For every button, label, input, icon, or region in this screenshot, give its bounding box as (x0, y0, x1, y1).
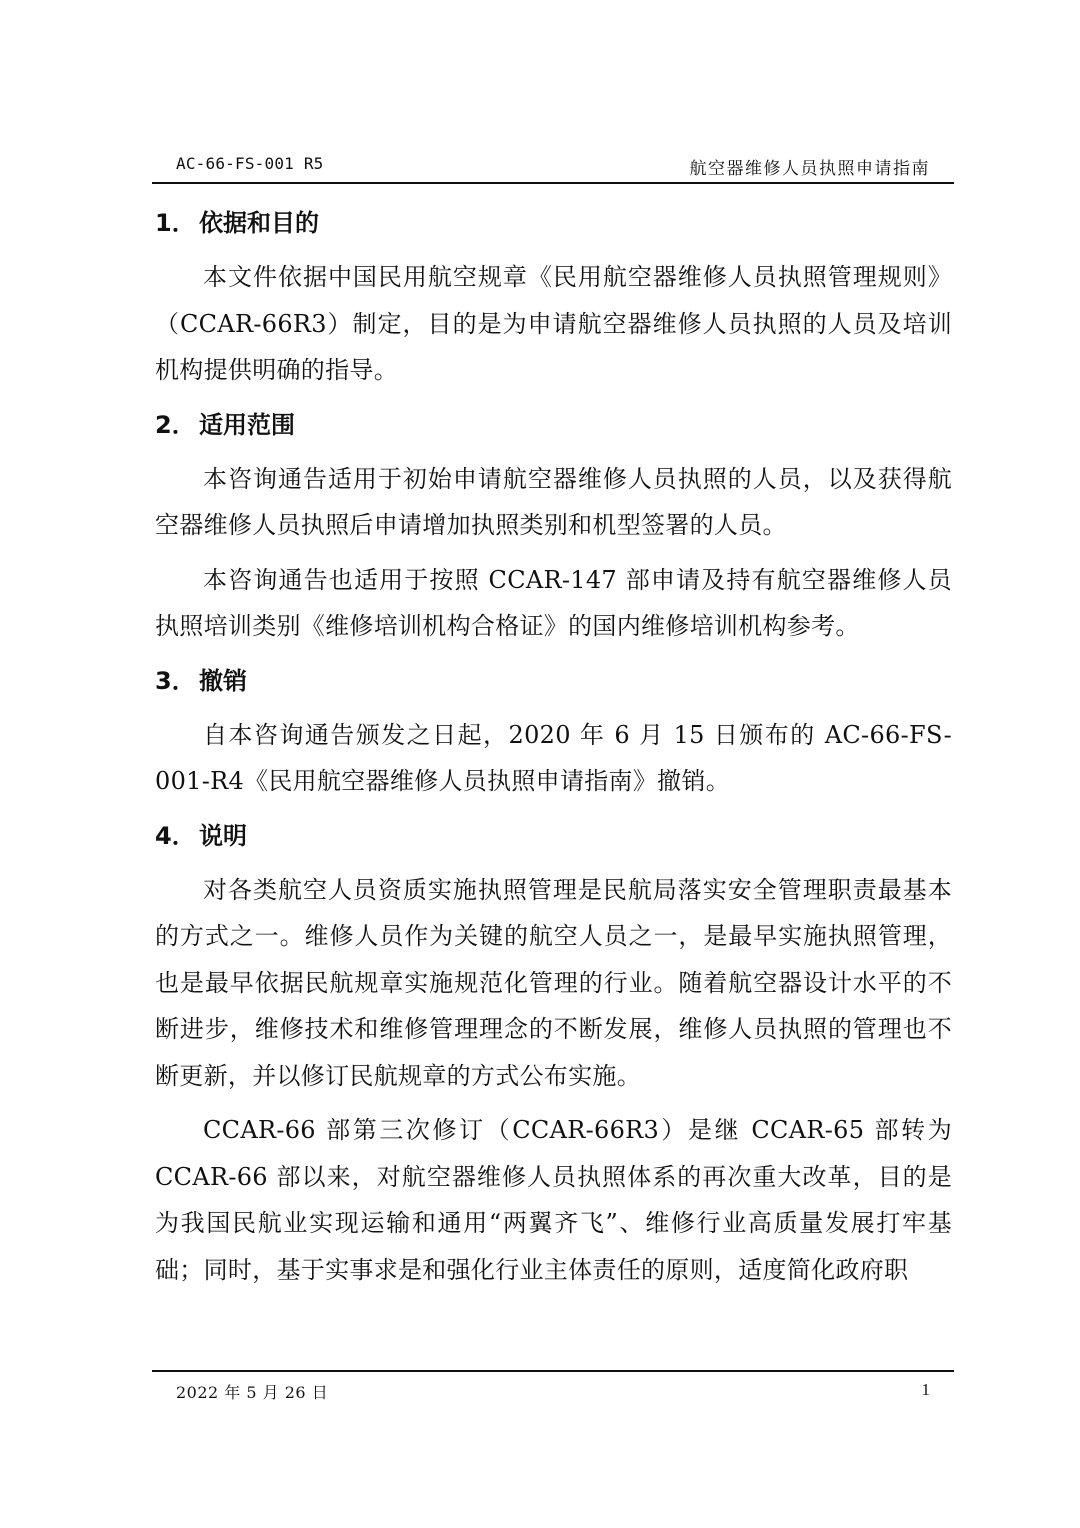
section-heading (155, 200, 952, 246)
section-basis-and-purpose (155, 200, 952, 394)
section-title: 撤销 (199, 666, 247, 695)
document-code: AC-66-FS-001 R5 (176, 154, 324, 173)
section-title: 适用范围 (199, 410, 295, 439)
section-revocation (155, 658, 952, 805)
section-scope (155, 402, 952, 650)
paragraph: 本文件依据中国民用航空规章《民用航空器维修人员执照管理规则》（CCAR-66R3）制定，目的是为申请航空器维修人员执照的人员及培训机构提供明确的指导。 (155, 263, 952, 384)
document-title: 航空器维修人员执照申请指南 (689, 159, 930, 179)
section-heading (155, 402, 952, 448)
section-title: 依据和目的 (199, 209, 319, 237)
page-footer (152, 1370, 954, 1402)
section-heading (155, 813, 952, 859)
section-number: 3． (155, 666, 196, 695)
section-explanation (155, 813, 952, 1294)
page-header (152, 150, 954, 184)
document-body (155, 200, 952, 1301)
paragraph: 对各类航空人员资质实施执照管理是民航局落实安全管理职责最基本的方式之一。维修人员作为关键的航空人员之一，是最早实施执照管理，也是最早依据民航规章实施规范化管理的行业。随着航空器设计水平的不断进步，维修技术和维修管理理念的不断发展，维修人员执照的管理也不断更新，并以修订民航规章的方式公布实施。 (155, 875, 952, 1090)
paragraph: 自本咨询通告颁发之日起，2020 年 6 月 15 日颁布的 AC-66-FS-001-R4《民用航空器维修人员执照申请指南》撤销。 (155, 720, 952, 795)
paragraph: 本咨询通告也适用于按照 CCAR-147 部申请及持有航空器维修人员执照培训类别《维修培训机构合格证》的国内维修培训机构参考。 (155, 565, 952, 640)
paragraph: 本咨询通告适用于初始申请航空器维修人员执照的人员，以及获得航空器维修人员执照后申请增加执照类别和机型签署的人员。 (155, 464, 952, 539)
page-number: 1 (921, 1380, 930, 1399)
paragraph: CCAR-66 部第三次修订（CCAR-66R3）是继 CCAR-65 部转为 CCAR-66 部以来，对航空器维修人员执照体系的再次重大改革，目的是为我国民航业实现运输和通用“两翼齐飞”、维修行业高质量发展打牢基础；同时，基于实事求是和强化行业主体责任的原则，适度简化政府职 (155, 1116, 952, 1284)
section-title: 说明 (199, 821, 247, 850)
section-number: 2． (155, 410, 196, 439)
section-number: 1． (155, 209, 196, 237)
issue-date: 2022 年 5 月 26 日 (176, 1383, 329, 1402)
section-heading (155, 658, 952, 704)
section-number: 4． (155, 821, 196, 850)
